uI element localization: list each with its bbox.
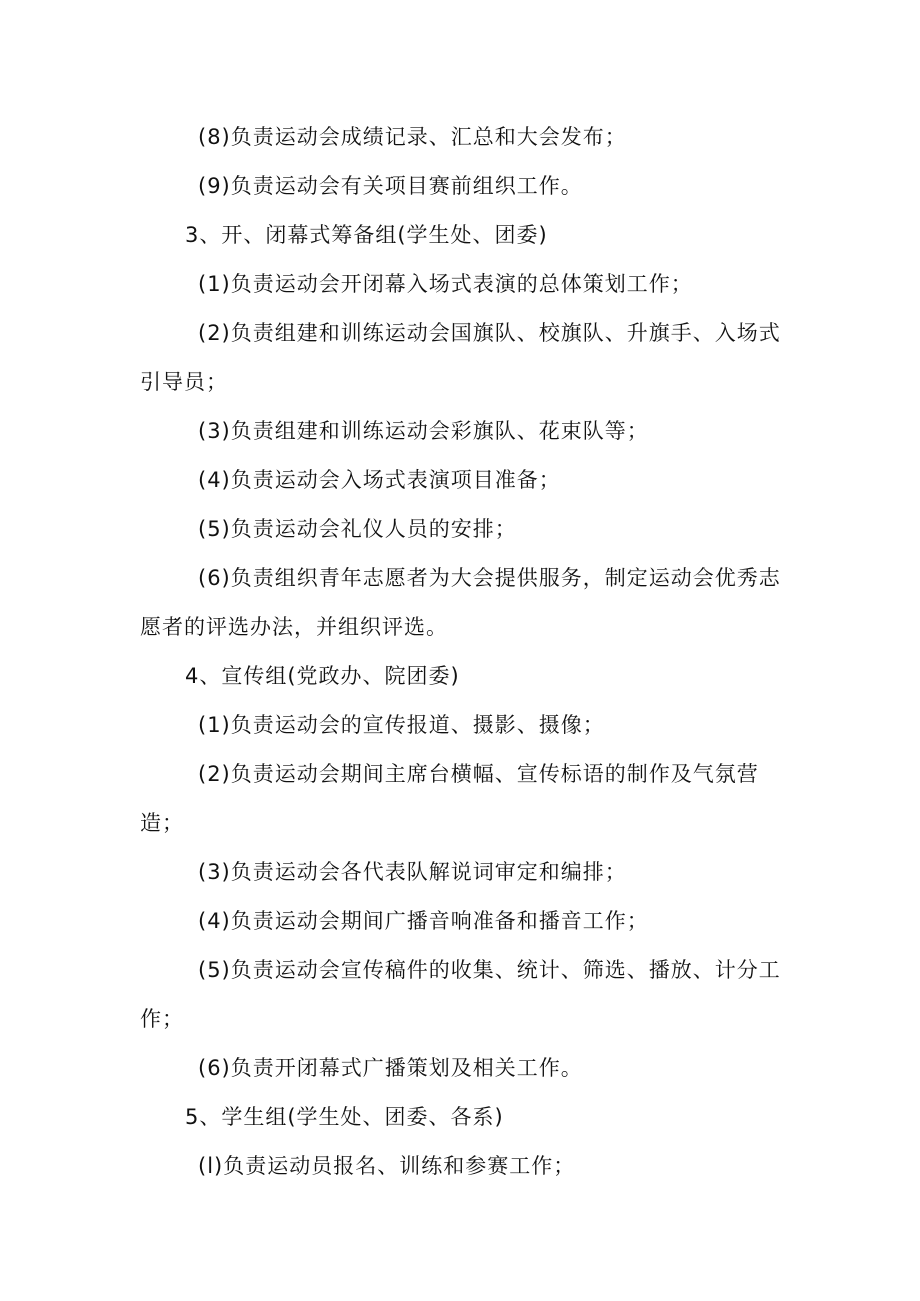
document-body bbox=[140, 113, 800, 1191]
paragraph-item-3-6: (6)负责组织青年志愿者为大会提供服务，制定运动会优秀志愿者的评选办法，并组织评选。 bbox=[140, 566, 781, 639]
section-heading-4: 4、宣传组(党政办、院团委) bbox=[185, 664, 460, 688]
paragraph-item-4-5: (5)负责运动会宣传稿件的收集、统计、筛选、播放、计分工作； bbox=[140, 958, 781, 1031]
paragraph-item-4-3: (3)负责运动会各代表队解说词审定和编排； bbox=[198, 860, 627, 884]
paragraph-item-3-5: (5)负责运动会礼仪人员的安排； bbox=[198, 517, 517, 541]
paragraph-item-5-1: (l)负责运动员报名、训练和参赛工作； bbox=[198, 1154, 576, 1178]
paragraph-item-4-2: (2)负责运动会期间主席台横幅、宣传标语的制作及气氛营造； bbox=[140, 762, 759, 835]
paragraph-item-4-6: (6)负责开闭幕式广播策划及相关工作。 bbox=[198, 1056, 583, 1080]
paragraph-item-4-1: (1)负责运动会的宣传报道、摄影、摄像； bbox=[198, 713, 605, 737]
paragraph-item-3-4: (4)负责运动会入场式表演项目准备； bbox=[198, 468, 561, 492]
paragraph-item-9: (9)负责运动会有关项目赛前组织工作。 bbox=[198, 174, 583, 198]
paragraph-item-3-3: (3)负责组建和训练运动会彩旗队、花束队等； bbox=[198, 419, 649, 443]
section-heading-3: 3、开、闭幕式筹备组(学生处、团委) bbox=[185, 223, 548, 247]
paragraph-item-3-2: (2)负责组建和训练运动会国旗队、校旗队、升旗手、入场式引导员； bbox=[140, 321, 781, 394]
paragraph-item-3-1: (1)负责运动会开闭幕入场式表演的总体策划工作； bbox=[198, 272, 693, 296]
section-heading-5: 5、学生组(学生处、团委、各系) bbox=[185, 1105, 504, 1129]
paragraph-item-4-4: (4)负责运动会期间广播音响准备和播音工作； bbox=[198, 909, 649, 933]
paragraph-item-8: (8)负责运动会成绩记录、汇总和大会发布； bbox=[198, 125, 627, 149]
